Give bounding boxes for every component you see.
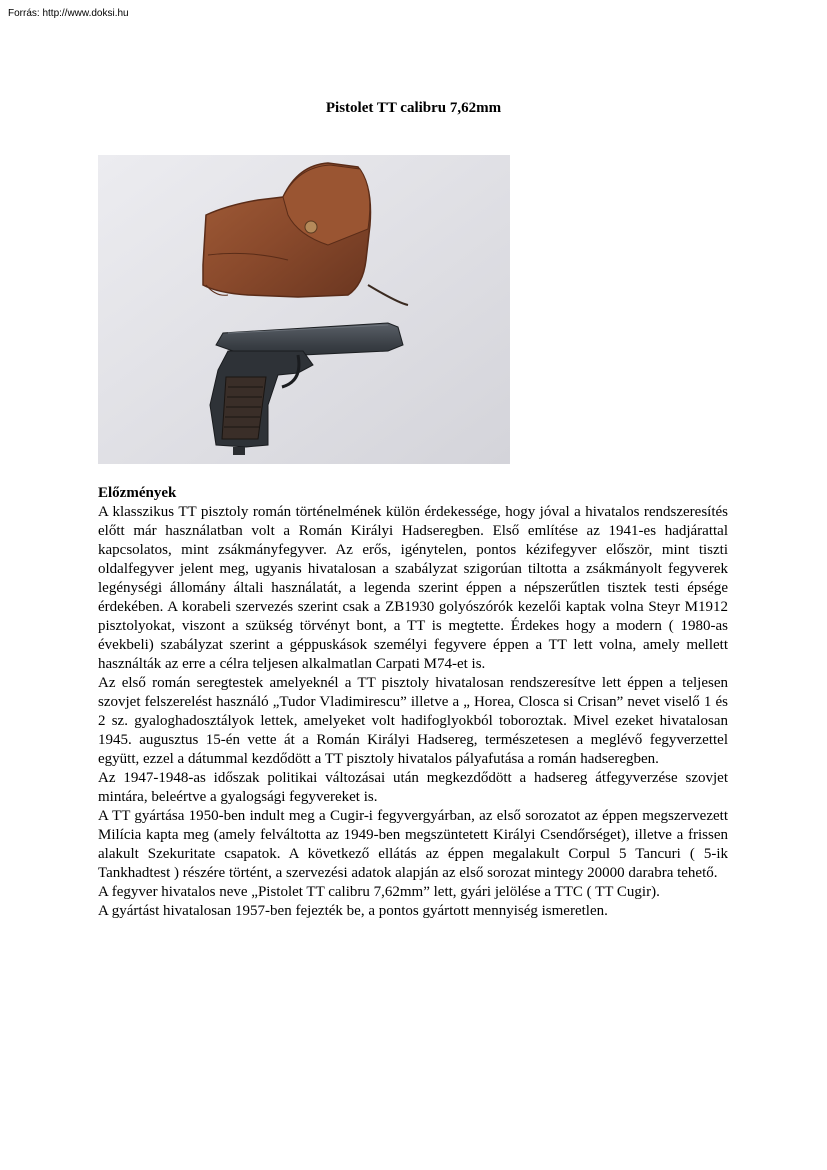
pistol-with-holster-illustration [98,155,510,464]
document-title: Pistolet TT calibru 7,62mm [325,100,502,116]
paragraph-5: A fegyver hivatalos neve „Pistolet TT calibru 7,62mm” lett, gyári jelölése a TTC ( TT Cugir). [98,884,660,900]
article-body [98,484,728,921]
paragraph-3: Az 1947-1948-as időszak politikai változásai után megkezdődött a hadsereg átfegyverzése szovjet mintára, beleértve a gyalogsági fegyvereket is. [98,770,728,805]
source-note: Forrás: http://www.doksi.hu [8,8,129,19]
paragraph-4: A TT gyártása 1950-ben indult meg a Cugir-i fegyvergyárban, az első sorozatot az éppen megszervezett Milícia kapta meg (amely felváltotta az 1949-ben megszüntetett Királyi Csendőrséget), illetve a frissen alakult Szekuritate csapatok. A következő ellátás az éppen megalakult Corpul 5 Tancuri ( 5-ik Tankhadtest ) részére történt, a szervezési adatok alapján az első sorozat mintegy 20000 darabra tehető. [98,808,728,881]
paragraph-2: Az első román seregtestek amelyeknél a TT pisztoly hivatalosan rendszeresítve lett éppen a teljesen szovjet felszerelést használó „Tudor Vladimirescu” illetve a „ Horea, Closca si Crisan” nevet viselő 1 és 2 sz. gyaloghadosztályok lettek, amelyeket volt hadifoglyokból toboroztak. Mivel ezeket hivatalosan 1945. augusztus 15-én vette át a Román Királyi Hadsereg, természetesen a meglévő fegyverzettel együtt, ezzel a dátummal kezdődött a TT pisztoly hivatalos pályafutása a román hadseregben. [98,675,728,767]
paragraph-6: A gyártást hivatalosan 1957-ben fejezték be, a pontos gyártott mennyiség ismeretlen. [98,903,608,919]
pistol-photo [98,155,510,464]
paragraph-1: A klasszikus TT pisztoly román történelmének külön érdekessége, hogy jóval a hivatalos rendszeresítés előtt már használatban volt a Román Királyi Hadseregben. Első említése az 1941-es hadjárattal kapcsolatos, mint zsákmányfegyver. Az erős, igénytelen, pontos kézifegyver először, mint tiszti oldalfegyver jelent meg, ugyanis hivatalosan a szabályzat szigorúan tiltotta a zsákmányolt fegyverek legénységi állomány általi használatát, a legenda szerint éppen a népszerűtlen tisztek testi épsége érdekében. A korabeli szervezés szerint csak a ZB1930 golyószórók kezelői kaptak volna Steyr M1912 pisztolyokat, viszont a szükség törvényt bont, a TT is megtette. Érdekes hogy a modern ( 1980-as évekbeli) szabályzat szerint a géppuskások személyi fegyvere éppen a TT lett volna, amely mellett használták az erre a célra teljesen alkalmatlan Carpati M74-et is. [98,504,728,672]
section-heading: Előzmények [98,485,177,501]
